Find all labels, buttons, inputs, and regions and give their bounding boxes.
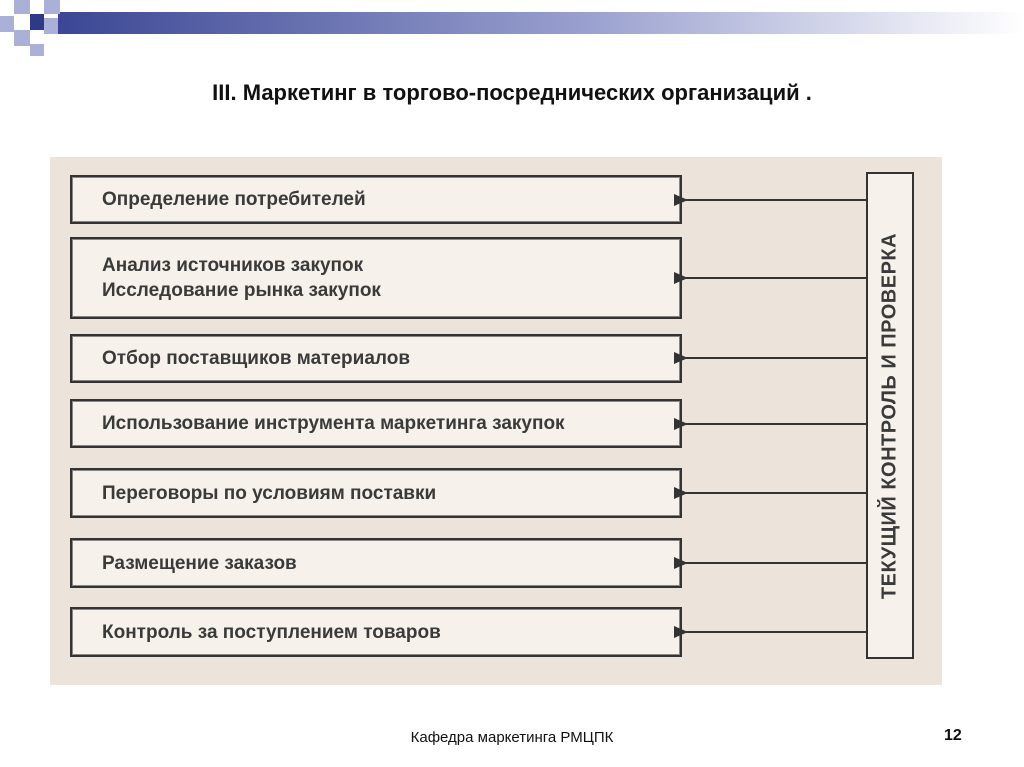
step-text: Отбор поставщиков материалов <box>102 348 410 369</box>
step-text: Анализ источников закупок <box>102 255 364 276</box>
deco-square <box>30 44 44 56</box>
page-number: 12 <box>944 727 962 744</box>
control-box-label: ТЕКУЩИЙ КОНТРОЛЬ И ПРОВЕРКА <box>878 232 901 599</box>
deco-square <box>14 30 30 46</box>
deco-square <box>14 0 30 14</box>
header-gradient-bar <box>58 12 1024 34</box>
step-box-7 <box>70 607 682 657</box>
step-box-3 <box>70 334 682 383</box>
deco-square <box>44 0 60 14</box>
step-text: Исследование рынка закупок <box>102 280 381 301</box>
step-box-1 <box>70 175 682 224</box>
step-text: Переговоры по условиям поставки <box>102 482 437 504</box>
deco-square <box>0 16 14 32</box>
step-box-4 <box>70 399 682 448</box>
header-decoration <box>0 0 1024 62</box>
step-box-2 <box>70 237 682 319</box>
step-box-6 <box>70 538 682 588</box>
slide-footer: Кафедра маркетинга РМЦПК <box>410 729 614 746</box>
deco-square <box>30 14 44 30</box>
step-text: Контроль за поступлением товаров <box>102 621 441 643</box>
step-text: Определение потребителей <box>102 189 366 210</box>
step-text: Использование инструмента маркетинга закупок <box>102 413 565 434</box>
deco-square <box>44 18 58 34</box>
control-box <box>866 172 914 659</box>
step-text: Размещение заказов <box>102 552 297 574</box>
slide-title: III. Маркетинг в торгово-посреднических организаций . <box>212 80 812 105</box>
step-box-5 <box>70 468 682 518</box>
